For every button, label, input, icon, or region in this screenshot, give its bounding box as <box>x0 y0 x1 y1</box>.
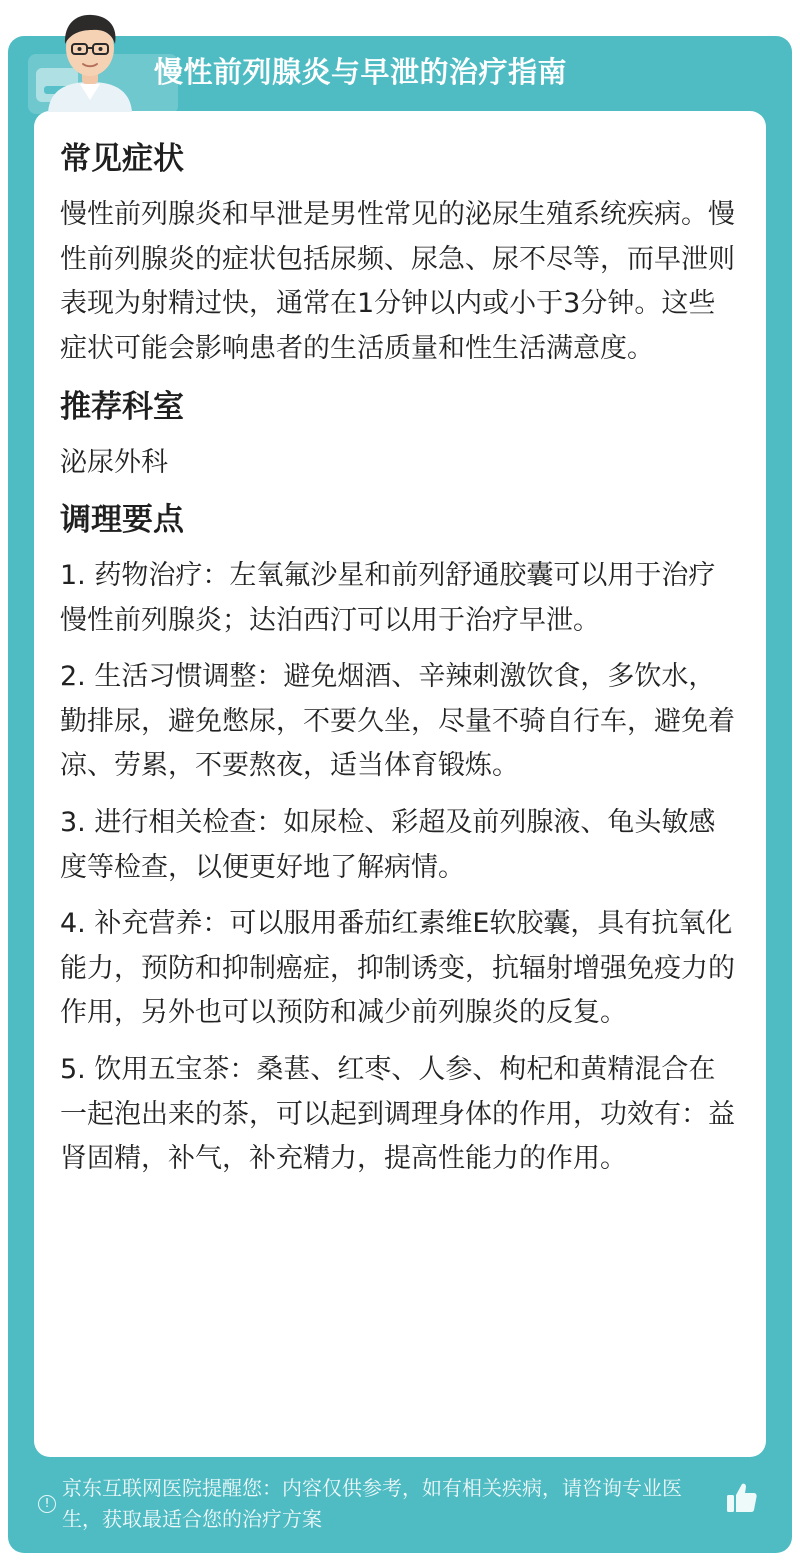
symptoms-text: 慢性前列腺炎和早泄是男性常见的泌尿生殖系统疾病。慢性前列腺炎的症状包括尿频、尿急、尿不尽等，而早泄则表现为射精过快，通常在1分钟以内或小于3分钟。这些症状可能会影响患者的生活质量和性生活满意度。 <box>60 199 735 364</box>
thumbs-up-icon[interactable] <box>724 1480 760 1516</box>
info-icon: ! <box>38 1495 56 1513</box>
symptoms-heading: 常见症状 <box>60 141 184 177</box>
care-item: 4. 补充营养：可以服用番茄红素维E软胶囊，具有抗氧化能力，预防和抑制癌症，抑制诱变，抗辐射增强免疫力的作用，另外也可以预防和减少前列腺炎的反复。 <box>60 908 735 1029</box>
care-item: 5. 饮用五宝茶：桑葚、红枣、人参、枸杞和黄精混合在一起泡出来的茶，可以起到调理身体的作用，功效有：益肾固精，补气，补充精力，提高性能力的作用。 <box>60 1053 735 1175</box>
care-item: 1. 药物治疗：左氧氟沙星和前列舒通胶囊可以用于治疗慢性前列腺炎；达泊西汀可以用于治疗早泄。 <box>60 559 716 636</box>
guide-frame <box>8 36 792 1553</box>
department-heading: 推荐科室 <box>60 389 184 426</box>
department-text: 泌尿外科 <box>60 447 168 479</box>
content-card <box>34 111 766 1457</box>
page-title: 慢性前列腺炎与早泄的治疗指南 <box>154 55 568 89</box>
care-heading: 调理要点 <box>60 501 184 538</box>
care-item: 3. 进行相关检查：如尿检、彩超及前列腺液、龟头敏感度等检查，以便更好地了解病情。 <box>60 806 716 883</box>
doctor-avatar <box>40 4 140 112</box>
disclaimer-text: 京东互联网医院提醒您：内容仅供参考，如有相关疾病，请咨询专业医生，获取最适合您的治疗方案 <box>62 1476 682 1531</box>
care-item: 2. 生活习惯调整：避免烟酒、辛辣刺激饮食，多饮水，勤排尿，避免憋尿，不要久坐，尽量不骑自行车，避免着凉、劳累，不要熬夜，适当体育锻炼。 <box>60 661 735 782</box>
